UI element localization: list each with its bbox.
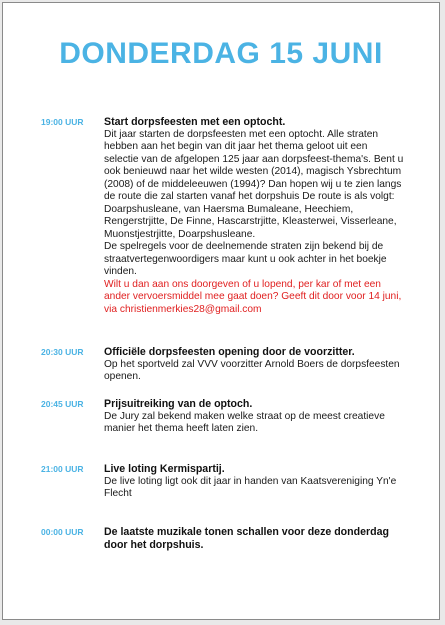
- event-time: 00:00 UUR: [41, 527, 84, 537]
- event-time: 19:00 UUR: [41, 117, 84, 127]
- event-time: 20:45 UUR: [41, 399, 84, 409]
- event-body: [104, 346, 404, 384]
- document-page: [2, 2, 440, 620]
- event-text: De Jury zal bekend maken welke straat op de meest creatieve manier het thema heeft laten zien.: [104, 410, 385, 434]
- event-text: De live loting ligt ook dit jaar in handen van Kaatsvereniging Yn'e Flecht: [104, 475, 397, 499]
- event-body: [104, 526, 404, 551]
- event-body: [104, 116, 404, 316]
- event-heading: Start dorpsfeesten met een optocht.: [104, 116, 286, 128]
- event-heading: De laatste muzikale tonen schallen voor deze donderdag door het dorpshuis.: [104, 526, 389, 551]
- event-body: [104, 463, 404, 501]
- event-time: 20:30 UUR: [41, 347, 84, 357]
- event-text: Dit jaar starten de dorpsfeesten met een optocht. Alle straten hebben aan het begin van dit jaar het thema geloot uit een selectie van de afgelopen 125 jaar aan dorpsfeest-thema's. Bent u ook benieuwd naar het wilde westen (2014), magisch Ysbrechtum (2008) of de middeleeuwen (1994)? Dan hopen wij u te zien langs de route die zal starten vanaf het dorpshuis De route is als volgt: Doarpshusleane, van Haersma Bumaleane, Heechiem, Rengerstrjitte, De Finne, Hascarstrjitte, Kleasterwei, Visserleane, Muonstjestrjitte, Doarpshusleane.: [104, 128, 404, 240]
- page-title: DONDERDAG 15 JUNI: [59, 37, 383, 70]
- event-note: Wilt u dan aan ons doorgeven of u lopend, per kar of met een ander vervoersmiddel mee gaat doen? Geeft dit door voor 14 juni, via christienmerkies28@gmail.com: [104, 278, 402, 315]
- event-heading: Officiële dorpsfeesten opening door de voorzitter.: [104, 346, 355, 358]
- event-heading: Prijsuitreiking van de optoch.: [104, 398, 253, 410]
- event-body: [104, 398, 404, 436]
- event-text: Op het sportveld zal VVV voorzitter Arnold Boers de dorpsfeesten openen.: [104, 358, 400, 382]
- event-text: De spelregels voor de deelnemende straten zijn bekend bij de straatvertegenwoordigers maar kunt u ook achter in het boekje vinden.: [104, 241, 387, 277]
- event-heading: Live loting Kermispartij.: [104, 463, 225, 475]
- event-time: 21:00 UUR: [41, 464, 84, 474]
